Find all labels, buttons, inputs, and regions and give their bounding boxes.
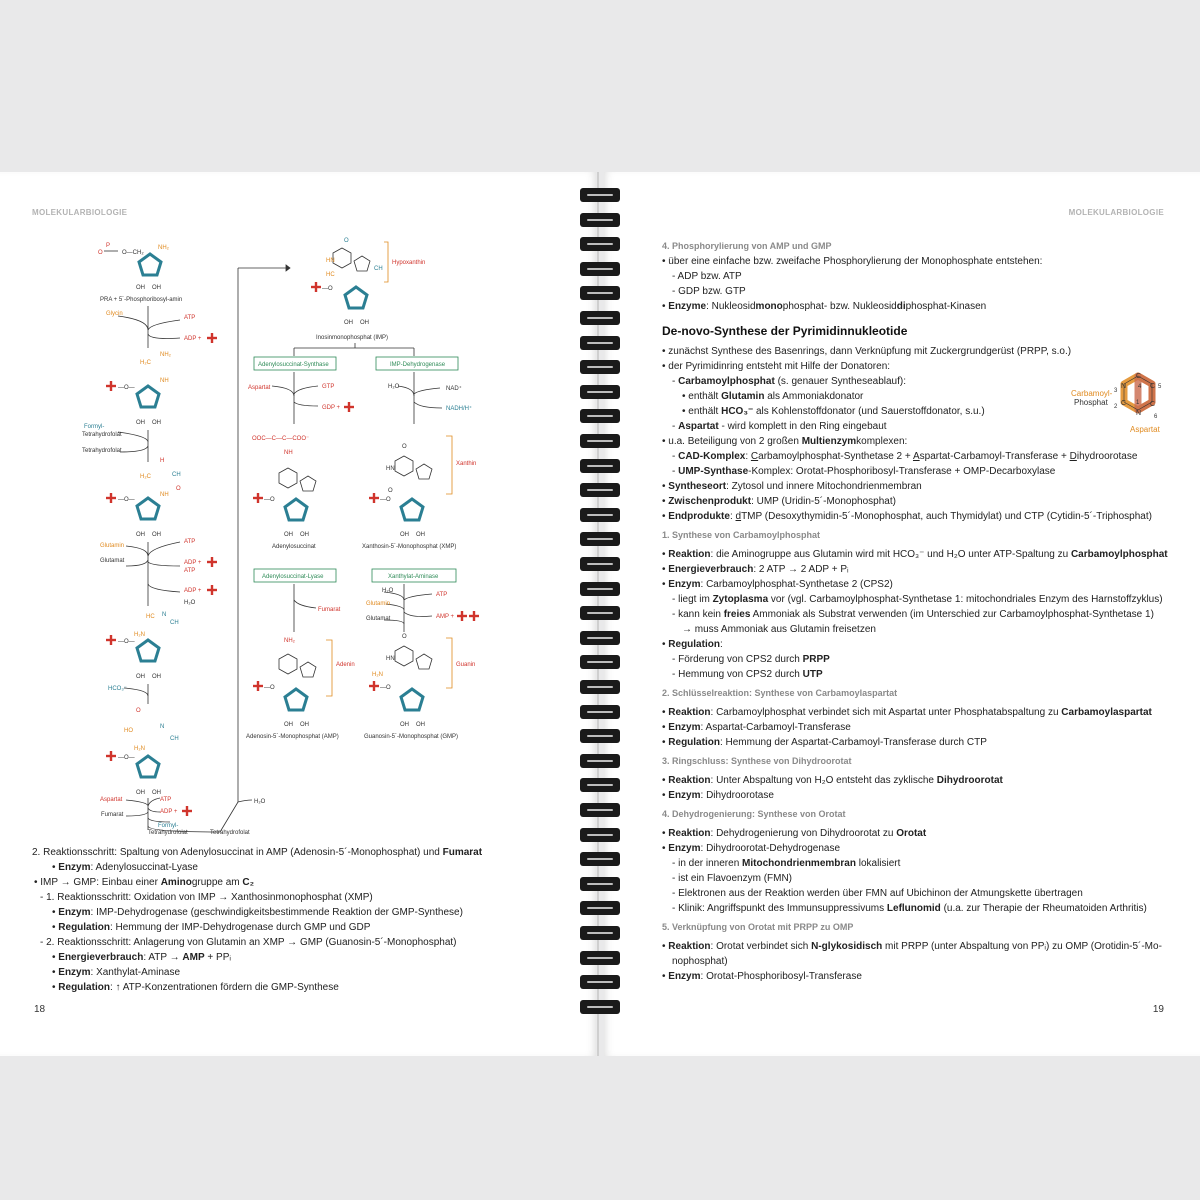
svg-text:ATP: ATP [184,539,196,545]
svg-text:O: O [136,708,141,714]
atom-label: C [1150,401,1156,408]
nh2-label: NH₂ [158,245,169,251]
atom-number: 5 [1158,384,1162,390]
text-line: - Elektronen aus der Reaktion werden über FMN auf Ubichinon der Atmungskette übertragen [672,888,1083,899]
ring-aspartat-label: Aspartat [1130,425,1160,434]
svg-text:OH: OH [284,532,293,538]
svg-text:OH: OH [300,722,309,728]
svg-text:OH: OH [300,532,309,538]
svg-text:OOC—C—C—COO⁻: OOC—C—C—COO⁻ [252,436,310,442]
text-line: - Förderung von CPS2 durch PRPP [672,654,830,665]
svg-text:H₂N: H₂N [134,632,145,638]
text-line: • Enzym: Carbamoylphosphat-Synthetase 2 (CPS2) [662,579,893,590]
fgar-structure [106,458,181,538]
svg-text:H₂O: H₂O [184,600,196,606]
xmp-structure [362,436,476,550]
atom-label: N [1136,410,1142,417]
svg-text:O—CH₂: O—CH₂ [122,250,144,256]
svg-text:N: N [162,612,167,618]
imp-structure [311,238,425,341]
text-line: • über eine einfache bzw. zweifache Phosphorylierung der Monophosphate entstehen: [662,256,1043,267]
svg-text:ADP +: ADP + [160,809,178,815]
nad-label: NAD⁺ [446,386,462,392]
text-line: • Enzym: Dihydroorotase [662,790,774,801]
svg-text:OH: OH [400,532,409,538]
gdp-label: GDP + [322,405,341,411]
svg-text:H₂C: H₂C [140,360,151,366]
atp-label: ATP [184,315,196,321]
svg-text:HC: HC [326,272,335,278]
svg-text:OH: OH [284,722,293,728]
page-number-left: 18 [34,1004,46,1015]
subsection-heading: 2. Schlüsselreaktion: Synthese von Carbamoylaspartat [662,688,898,698]
text-line: • der Pyrimidinring entsteht mit Hilfe der Donatoren: [662,361,891,372]
svg-text:—O—: —O— [118,497,135,503]
aspartat-label-left: Aspartat [100,797,123,803]
glutamin-label: Glutamin [100,543,125,549]
glycin-label: Glycin [106,311,123,317]
svg-text:Formyl-: Formyl- [158,823,179,829]
text-line: - in der inneren Mitochondrienmembran lokalisiert [672,858,901,869]
right-body-text [662,235,1172,984]
svg-text:O: O [344,238,349,244]
carbamoyl-label: Carbamoyl- [1071,389,1113,398]
adp-label: ADP + [184,336,202,342]
svg-text:OH: OH [152,420,161,426]
imp-label: Inosinmonophosphat (IMP) [316,335,389,341]
svg-text:OH: OH [400,722,409,728]
enzyme-adenylosuccinat-synthase: Adenylosuccinat-Synthase [258,362,329,368]
text-line: • Enzym: Xanthylat-Aminase [52,967,181,978]
text-line: • Enzym: Orotat-Phosphoribosyl-Transferase [662,971,862,982]
svg-text:H: H [160,458,165,464]
svg-text:ATP: ATP [160,797,172,803]
nadh-label: NADH/H⁺ [446,406,473,412]
left-body-text [32,845,572,995]
gar-structure [106,352,172,426]
gtp-label: GTP [322,384,335,390]
text-line: • Regulation: [662,639,723,650]
svg-text:—O: —O [264,497,275,503]
svg-text:ADP +: ADP + [184,588,202,594]
gmp-structure [364,634,475,740]
text-line: • Reaktion: Dehydrogenierung von Dihydroorotat zu Orotat [662,828,927,839]
svg-text:Tetrahydrofolat: Tetrahydrofolat [148,830,188,836]
text-line: - UMP-Synthase-Komplex: Orotat-Phosphoribosyl-Transferase + OMP-Decarboxylase [672,466,1056,477]
svg-text:OH: OH [152,674,161,680]
text-line: - ist ein Flavoenzym (FMN) [672,873,793,884]
svg-text:OH: OH [136,790,145,796]
svg-text:O: O [98,250,103,256]
h2o-label-left: H₂O [254,799,266,805]
svg-text:P: P [106,243,111,249]
text-line: 2. Reaktionsschritt: Spaltung von Adenylosuccinat in AMP (Adenosin-5´-Monophosphat) und Fumarat [32,847,483,858]
text-line: - GDP bzw. GTP [672,286,746,297]
text-line: • Energieverbrauch: 2 ATP → 2 ADP + Pᵢ [662,564,849,575]
svg-text:HC: HC [146,614,155,620]
adenylosuccinat-label: Adenylosuccinat [272,544,316,550]
svg-text:ATP: ATP [184,568,196,574]
header-left: MOLEKULARBIOLOGIE [32,208,128,217]
pyrimidine-ring-figure [1066,370,1166,434]
text-line: • enthält Glutamin als Ammoniakdonator [682,391,864,402]
text-line: • Enzyme: Nukleosidmonophosphat- bzw. Nukleosiddiphosphat-Kinasen [662,301,987,312]
xanthin-label: Xanthin [456,461,477,467]
svg-text:H₂C: H₂C [140,474,151,480]
svg-text:Tetrahydrofolat: Tetrahydrofolat [210,830,250,836]
svg-text:OH: OH [416,722,425,728]
svg-text:NH₂: NH₂ [284,638,295,644]
svg-text:OH: OH [360,320,369,326]
amp-label: AMP + [436,614,455,620]
prpp-structure [98,243,182,303]
svg-text:O: O [388,488,393,494]
svg-text:OH: OH [136,674,145,680]
svg-text:H₂N: H₂N [372,672,383,678]
svg-text:NH: NH [284,450,293,456]
text-line: - Klinik: Angriffspunkt des Immunsuppressivums Leflunomid (u.a. zur Therapie der Rheumatoiden Arthritis) [672,903,1147,914]
text-line: • Enzym: IMP-Dehydrogenase (geschwindigkeitsbestimmende Reaktion der GMP-Synthese) [52,907,463,918]
text-line: • Syntheseort: Zytosol und innere Mitochondrienmembran [662,481,922,492]
svg-text:—O: —O [264,685,275,691]
text-line: • Endprodukte: dTMP (Desoxythymidin-5´-Monophosphat, auch Thymidylat) und CTP (Cytidin-5´-Triphosphat) [662,511,1152,522]
svg-text:ATP: ATP [436,592,448,598]
svg-text:O: O [402,444,407,450]
atom-number: 3 [1114,388,1118,394]
svg-text:CH: CH [170,736,179,742]
text-line: • Reaktion: die Aminogruppe aus Glutamin wird mit HCO₃⁻ und H₂O unter ATP-Spaltung zu Carbamoylphosphat [662,549,1168,560]
text-line: • enthält HCO₃⁻ als Kohlenstoffdonator (und Sauerstoffdonator, s.u.) [682,406,985,417]
subsection-heading: 5. Verknüpfung von Orotat mit PRPP zu OMP [662,922,854,932]
text-line: - 2. Reaktionsschritt: Anlagerung von Glutamin an XMP → GMP (Guanosin-5´-Monophosphat) [40,937,457,948]
svg-text:OH: OH [416,532,425,538]
svg-text:—O: —O [380,497,391,503]
svg-text:Tetrahydrofolat: Tetrahydrofolat [82,432,122,438]
cair-structure [106,708,179,796]
glutamat-label: Glutamat [100,558,125,564]
svg-text:HO: HO [124,728,133,734]
atom-number: 1 [1136,400,1140,406]
text-line: - liegt im Zytoplasma vor (vgl. Carbamoylphosphat-Synthetase 1: mitochondriales Enzym des Harnstoffzyklus) [672,594,1163,605]
svg-text:O: O [402,634,407,640]
svg-text:OH: OH [152,532,161,538]
atom-number: 6 [1154,414,1158,420]
text-line: - CAD-Komplex: Carbamoylphosphat-Synthetase 2 + Aspartat-Carbamoyl-Transferase + Dihydroorotase [672,451,1138,462]
phosphat-label: Phosphat [1074,398,1108,407]
text-line: nophosphat) [672,956,728,967]
hco3-label: HCO₃⁻ [108,686,127,692]
svg-text:ADP +: ADP + [184,560,202,566]
svg-text:—O—: —O— [118,385,135,391]
air-structure [106,612,179,680]
hypoxanthin-label: Hypoxanthin [392,260,426,266]
svg-text:OH: OH [136,420,145,426]
svg-text:NH₂: NH₂ [160,352,171,358]
atom-number: 4 [1138,384,1142,390]
text-line: • Reaktion: Unter Abspaltung von H₂O entsteht das zyklische Dihydroorotat [662,775,1003,786]
pra-label: PRA + 5´-Phosphoribosyl-amin [100,297,183,303]
text-line: - Hemmung von CPS2 durch UTP [672,669,823,680]
atom-label: C [1136,373,1142,380]
svg-text:—O: —O [322,286,333,292]
svg-text:OH: OH [152,285,161,291]
guanin-label: Guanin [456,662,476,668]
text-line: - Aspartat - wird komplett in den Ring eingebaut [672,421,887,432]
svg-text:H₂N: H₂N [134,746,145,752]
svg-text:N: N [160,724,165,730]
thf-label-1: Tetrahydrofolat [82,448,122,454]
atom-label: N [1121,383,1127,390]
svg-text:OH: OH [136,285,145,291]
svg-text:OH: OH [344,320,353,326]
svg-text:NH: NH [160,492,169,498]
text-line: - kann kein freies Ammoniak als Substrat verwenden (im Unterschied zur Carbamoylphosphat-Synthetase 1) [672,609,1154,620]
amp-structure [246,638,355,740]
text-line: • zunächst Synthese des Basenrings, dann Verknüpfung mit Zuckergrundgerüst (PRPP, s.o.) [662,346,1072,357]
text-line: • Regulation: Hemmung der IMP-Dehydrogenase durch GMP und GDP [52,922,371,933]
text-line: • Zwischenprodukt: UMP (Uridin-5´-Monophosphat) [662,496,896,507]
enzyme-xanthylat-aminase: Xanthylat-Aminase [388,574,439,580]
text-line: • Regulation: Hemmung der Aspartat-Carbamoyl-Transferase durch CTP [662,737,987,748]
text-line: • IMP → GMP: Einbau einer Aminogruppe am C₂ [34,877,255,888]
text-line: • Regulation: ↑ ATP-Konzentrationen fördern die GMP-Synthese [52,982,339,993]
svg-text:O: O [176,486,181,492]
atom-number: 2 [1114,404,1118,410]
svg-text:NH: NH [160,378,169,384]
text-line: • Reaktion: Carbamoylphosphat verbindet sich mit Aspartat unter Phosphatabspaltung zu Carbamoylaspartat [662,707,1152,718]
fumarat-label-left: Fumarat [101,812,124,818]
svg-text:—O: —O [380,685,391,691]
adenylosuccinat-structure [252,436,316,550]
h2o-label-imp: H₂O [388,384,400,390]
glutamat-label-xmp: Glutamat [366,616,391,622]
fumarat-label-mid: Fumarat [318,607,341,613]
svg-text:OH: OH [136,532,145,538]
gmp-name-label: Guanosin-5´-Monophosphat (GMP) [364,734,459,740]
svg-text:HN: HN [386,656,395,662]
subsection-heading: 1. Synthese von Carbamoylphosphat [662,530,821,540]
adenin-label: Adenin [336,662,355,668]
text-line: → muss Ammoniak aus Glutamin freisetzen [682,624,876,635]
atom-label: C [1150,383,1156,390]
text-line: - Carbamoylphosphat (s. genauer Syntheseablauf): [672,376,906,387]
text-line: • Reaktion: Orotat verbindet sich N-glykosidisch mit PRPP (unter Abspaltung von PPᵢ) zu OMP (Orotidin-5´-Mo- [662,941,1162,952]
atom-label: C [1121,400,1127,407]
svg-text:CH: CH [374,266,383,272]
text-line: - 1. Reaktionsschritt: Oxidation von IMP → Xanthosinmonophosphat (XMP) [40,892,373,903]
text-line: • Enzym: Dihydroorotat-Dehydrogenase [662,843,841,854]
enzyme-adenylosuccinat-lyase: Adenylosuccinat-Lyase [262,574,324,580]
text-line: - ADP bzw. ATP [672,271,742,282]
amp-name-label: Adenosin-5´-Monophosphat (AMP) [246,734,339,740]
svg-text:—O—: —O— [118,639,135,645]
xmp-label: Xanthosin-5´-Monophosphat (XMP) [362,544,457,550]
section-heading: De-novo-Synthese der Pyrimidinnukleotide [662,324,908,338]
subsection-heading: 4. Phosphorylierung von AMP und GMP [662,241,832,251]
subsection-heading: 3. Ringschluss: Synthese von Dihydroorotat [662,756,852,766]
enzyme-imp-dehydrogenase: IMP-Dehydrogenase [390,362,446,368]
svg-text:CH: CH [172,472,181,478]
svg-text:—O—: —O— [118,755,135,761]
page-number-right: 19 [1152,1004,1164,1015]
svg-text:OH: OH [152,790,161,796]
text-line: • Enzym: Aspartat-Carbamoyl-Transferase [662,722,851,733]
text-line: • Energieverbrauch: ATP → AMP + PPᵢ [52,952,231,963]
text-line: • u.a. Beteiligung von 2 großen Multienzymkomplexen: [662,436,908,447]
svg-text:HN: HN [386,466,395,472]
svg-text:CH: CH [170,620,179,626]
svg-text:HN: HN [326,258,335,264]
aspartat-label-mid: Aspartat [248,385,271,391]
text-line: • Enzym: Adenylosuccinat-Lyase [52,862,198,873]
svg-text:H₂O: H₂O [382,588,394,594]
header-right: MOLEKULARBIOLOGIE [1068,208,1164,217]
glutamin-label-xmp: Glutamin [366,601,391,607]
subsection-heading: 4. Dehydrogenierung: Synthese von Orotat [662,809,846,819]
formyl-thf-label: Formyl- [84,424,105,430]
